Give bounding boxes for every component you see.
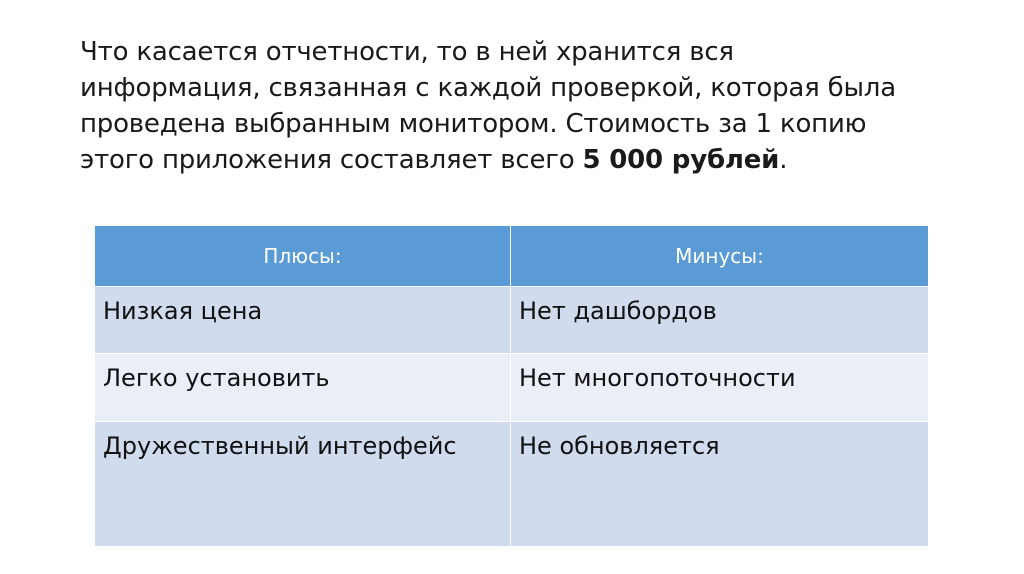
intro-line-1: Что касается отчетности, то в ней хранится вся (80, 37, 734, 67)
pros-cons-table (94, 225, 929, 547)
pro-cell: Легко установить (95, 354, 511, 422)
con-cell: Не обновляется (511, 422, 929, 547)
price-highlight: 5 000 рублей (582, 145, 780, 175)
table-row (95, 422, 929, 547)
pro-cell: Дружественный интерфейс (95, 422, 511, 547)
header-cons: Минусы: (511, 226, 929, 287)
con-cell: Нет дашбордов (511, 287, 929, 354)
intro-line-4-end: . (779, 145, 788, 175)
table-row (95, 354, 929, 422)
intro-line-2: информация, связанная с каждой проверкой, которая была (80, 73, 896, 103)
pro-cell: Низкая цена (95, 287, 511, 354)
intro-paragraph (80, 34, 960, 178)
intro-line-3: проведена выбранным монитором. Стоимость за 1 копию (80, 109, 867, 139)
intro-line-4 (80, 142, 960, 178)
header-pros: Плюсы: (95, 226, 511, 287)
con-cell: Нет многопоточности (511, 354, 929, 422)
table-header-row (95, 226, 929, 287)
table-row (95, 287, 929, 354)
intro-line-4-text: этого приложения составляет всего (80, 145, 583, 175)
